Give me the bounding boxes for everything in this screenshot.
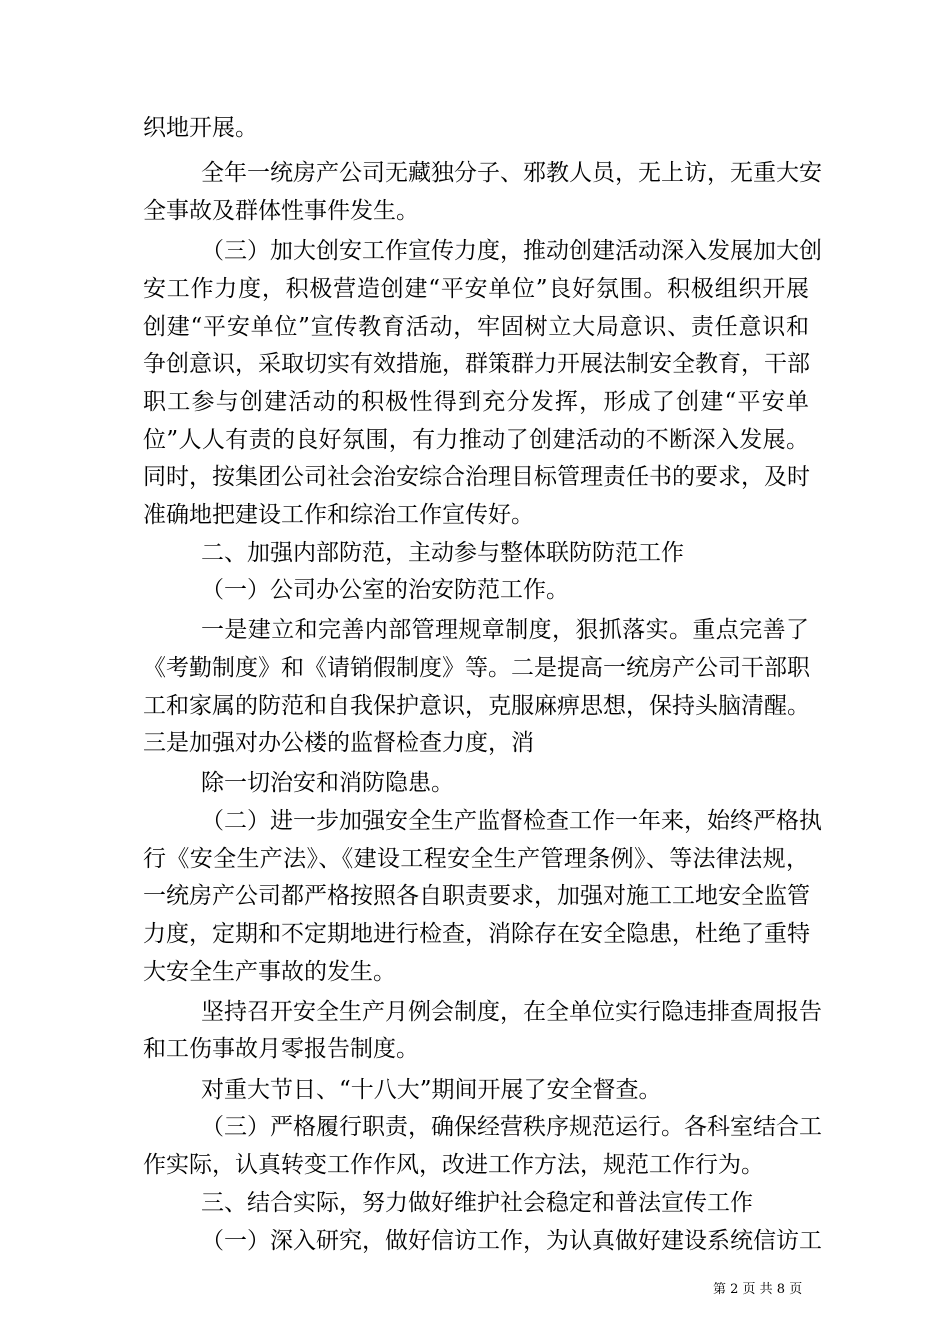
- text-line-16: 工和家属的防范和自我保护意识，克服麻痹思想，保持头脑清醒。: [143, 693, 810, 719]
- text-line-28: 作实际，认真转变工作作风，改进工作方法，规范工作行为。: [143, 1152, 764, 1178]
- text-line-26: 对重大节日、“十八大”期间开展了安全督查。: [201, 1077, 662, 1103]
- text-line-30: （一）深入研究，做好信访工作，为认真做好建设系统信访工: [201, 1228, 822, 1254]
- text-line-20: 行《安全生产法》、《建设工程安全生产管理条例》、等法律法规，: [143, 846, 809, 872]
- page-number-footer: 第 2 页 共 8 页: [713, 1282, 803, 1297]
- section-heading-2: 二、加强内部防范，主动参与整体联防防范工作: [201, 540, 684, 566]
- text-line-4: （三）加大创安工作宣传力度，推动创建活动深入发展加大创: [201, 238, 822, 264]
- text-line-18: 除一切治安和消防隐患。: [201, 770, 454, 796]
- text-line-23: 大安全生产事故的发生。: [143, 959, 396, 985]
- section-heading-3: 三、结合实际，努力做好维护社会稳定和普法宣传工作: [201, 1190, 753, 1216]
- text-line-15: 《考勤制度》和《请销假制度》等。二是提高一统房产公司干部职: [143, 655, 810, 681]
- text-line-19: （二）进一步加强安全生产监督检查工作一年来，始终严格执: [201, 808, 822, 834]
- text-line-14: 一是建立和完善内部管理规章制度，狠抓落实。重点完善了: [201, 617, 809, 643]
- text-line-11: 准确地把建设工作和综治工作宣传好。: [143, 502, 534, 528]
- text-line-7: 争创意识，采取切实有效措施，群策群力开展法制安全教育，干部: [143, 351, 810, 377]
- text-line-3: 全事故及群体性事件发生。: [143, 198, 419, 224]
- text-line-10: 同时，按集团公司社会治安综合治理目标管理责任书的要求，及时: [143, 464, 810, 490]
- text-line-22: 力度，定期和不定期地进行检查，消除存在安全隐患，杜绝了重特: [143, 921, 810, 947]
- text-line-27: （三）严格履行职责，确保经营秩序规范运行。各科室结合工: [201, 1114, 822, 1140]
- text-line-9: 位”人人有责的良好氛围，有力推动了创建活动的不断深入发展。: [143, 427, 809, 453]
- subsection-heading-2-1: （一）公司办公室的治安防范工作。: [201, 577, 569, 603]
- text-line-21: 一统房产公司都严格按照各自职责要求，加强对施工工地安全监管: [143, 883, 810, 909]
- text-line-24: 坚持召开安全生产月例会制度，在全单位实行隐违排查周报告: [201, 999, 822, 1025]
- text-line-6: 创建“平安单位”宣传教育活动，牢固树立大局意识、责任意识和: [143, 314, 809, 340]
- text-line-5: 安工作力度，积极营造创建“平安单位”良好氛围。积极组织开展: [143, 276, 809, 302]
- text-line-17: 三是加强对办公楼的监督检查力度，消: [143, 730, 534, 756]
- text-line-8: 职工参与创建活动的积极性得到充分发挥，形成了创建“平安单: [143, 389, 809, 415]
- text-line-25: 和工伤事故月零报告制度。: [143, 1036, 419, 1062]
- text-line-1: 织地开展。: [143, 115, 258, 141]
- text-line-2: 全年一统房产公司无藏独分子、邪教人员，无上访，无重大安: [201, 160, 822, 186]
